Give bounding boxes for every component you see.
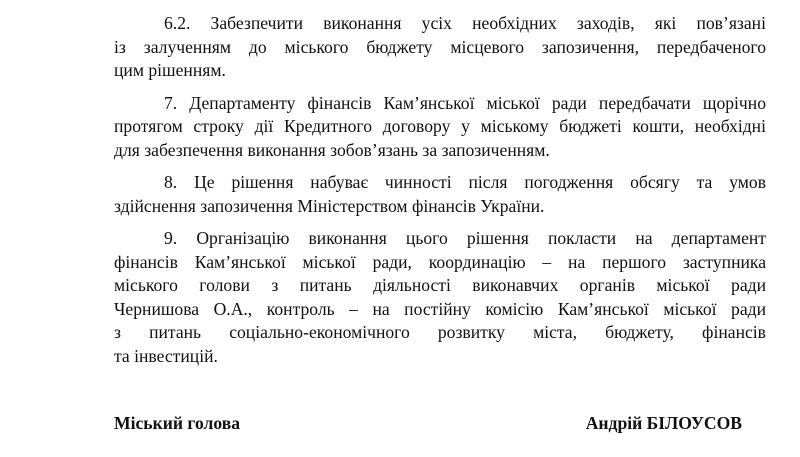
paragraph-line: 6.2. Забезпечити виконання усіх необхідних заходів, які пов’язані: [164, 13, 766, 33]
paragraph-line: для забезпечення виконання зобов’язань за запозиченням.: [114, 139, 550, 160]
paragraph-line: 7. Департаменту фінансів Кам’янської міської ради передбачати щорічно: [164, 92, 766, 113]
paragraph-line: здійснення запозичення Міністерством фінансів України.: [114, 195, 545, 216]
paragraph-9: [114, 227, 766, 368]
paragraph-line: 8. Це рішення набуває чинності після погодження обсягу та умов: [164, 172, 766, 192]
paragraph-line: протягом строку дії Кредитного договору у міському бюджеті кошти, необхідні: [114, 116, 766, 136]
paragraph-line: з питань соціально-економічного розвитку міста, бюджету, фінансів: [114, 322, 766, 342]
paragraph-line: цим рішенням.: [114, 60, 226, 80]
signature-block: [114, 413, 742, 434]
paragraph-line: фінансів Кам’янської міської ради, координацію – на першого заступника: [114, 251, 766, 272]
paragraph-7: [114, 92, 766, 163]
paragraph-6-2: [114, 12, 766, 83]
paragraph-8: [114, 171, 766, 218]
signature-name: Андрій БІЛОУСОВ: [585, 413, 742, 433]
signature-position: Міський голова: [114, 413, 241, 433]
paragraph-line: 9. Організацію виконання цього рішення покласти на департамент: [164, 228, 766, 248]
paragraph-line: та інвестицій.: [114, 345, 218, 366]
document-body: [114, 12, 766, 377]
paragraph-line: міського голови з питань діяльності виконавчих органів міської ради: [114, 275, 766, 295]
paragraph-line: із залученням до міського бюджету місцевого запозичення, передбаченого: [114, 36, 766, 57]
paragraph-line: Чернишова О.А., контроль – на постійну комісію Кам’янської міської ради: [114, 298, 766, 319]
